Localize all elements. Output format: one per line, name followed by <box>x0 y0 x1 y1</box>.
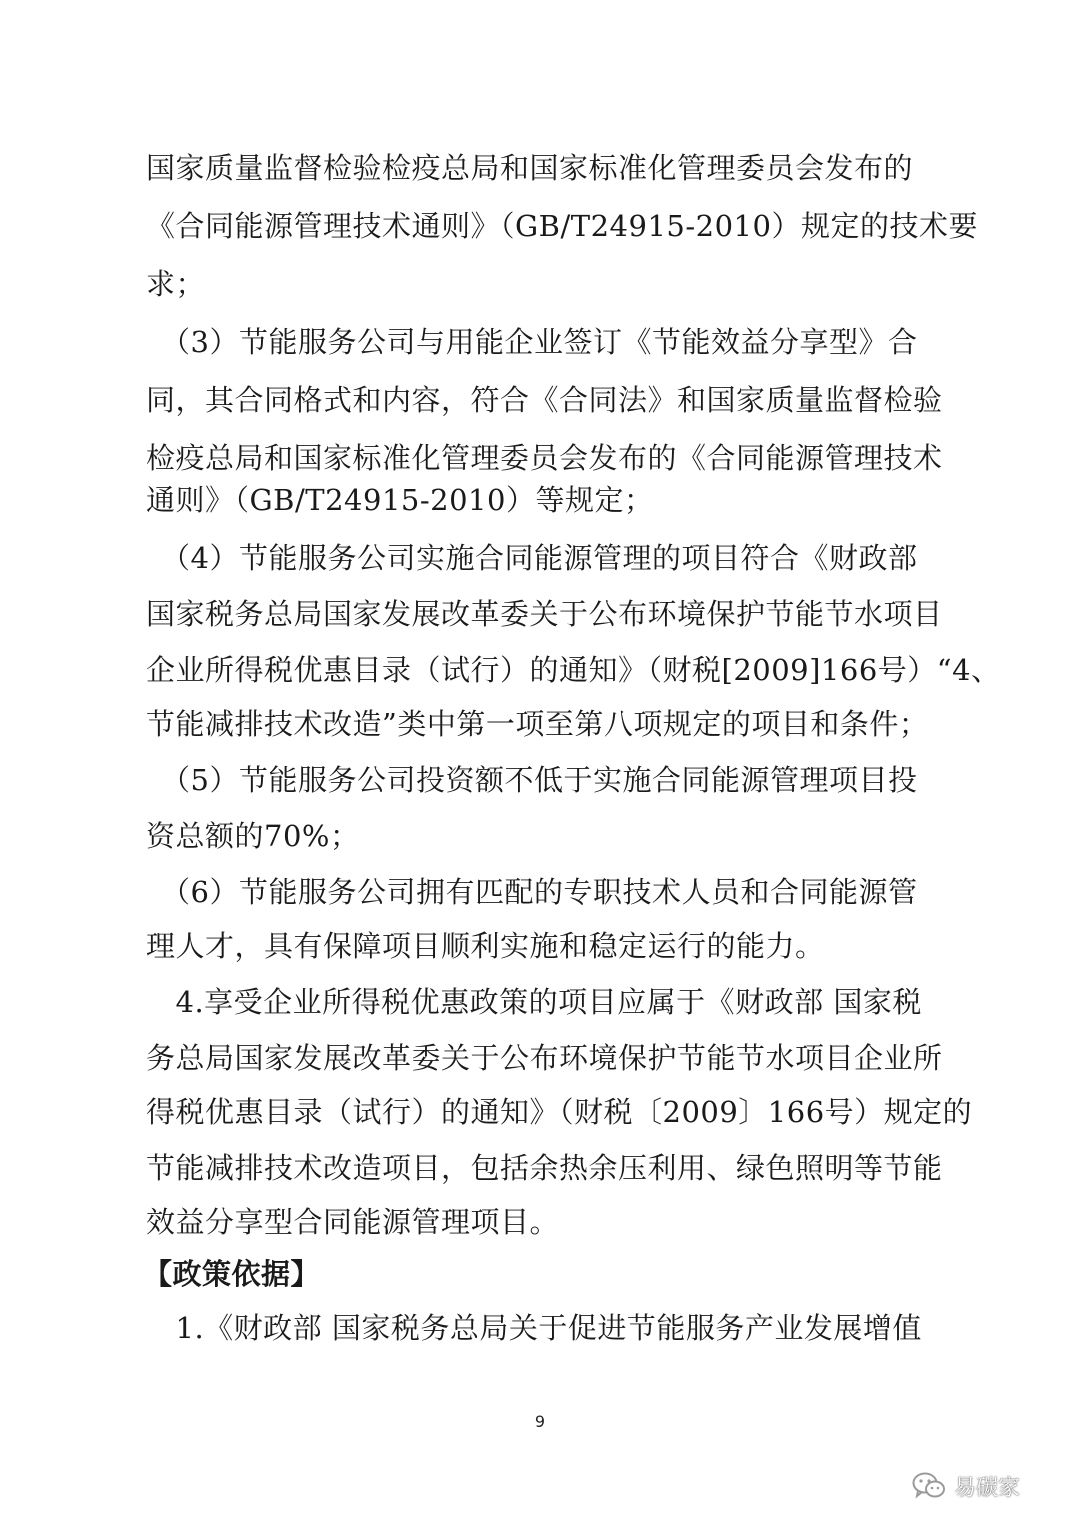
text-line: 得税优惠目录（试行）的通知》（财税〔2009〕166号）规定的 <box>146 1095 973 1129</box>
page-number: 9 <box>534 1412 546 1431</box>
text-line: 资总额的70%； <box>146 819 360 853</box>
text-line: 4.享受企业所得税优惠政策的项目应属于《财政部 国家税 <box>146 985 922 1019</box>
text-line: 《合同能源管理技术通则》（GB/T24915-2010）规定的技术要 <box>146 209 978 243</box>
text-line: 节能减排技术改造”类中第一项至第八项规定的项目和条件； <box>146 707 929 741</box>
watermark-text: 易碳家 <box>954 1475 1021 1501</box>
text-line: 效益分享型合同能源管理项目。 <box>146 1205 560 1239</box>
text-line: 检疫总局和国家标准化管理委员会发布的《合同能源管理技术 <box>146 441 943 475</box>
text-line: 同，其合同格式和内容，符合《合同法》和国家质量监督检验 <box>146 383 943 417</box>
text-line: （6）节能服务公司拥有匹配的专职技术人员和合同能源管 <box>146 875 918 909</box>
text-line: 务总局国家发展改革委关于公布环境保护节能节水项目企业所 <box>146 1041 943 1075</box>
text-line: （3）节能服务公司与用能企业签订《节能效益分享型》合 <box>146 325 918 359</box>
text-line: 企业所得税优惠目录（试行）的通知》（财税[2009]166号）“4、 <box>146 653 1001 687</box>
text-line: 通则》（GB/T24915-2010）等规定； <box>146 483 654 517</box>
text-line: 求； <box>146 267 206 301</box>
section-heading: 【政策依据】 <box>143 1257 321 1291</box>
text-line: 国家税务总局国家发展改革委关于公布环境保护节能节水项目 <box>146 597 943 631</box>
text-line: 国家质量监督检验检疫总局和国家标准化管理委员会发布的 <box>146 151 914 185</box>
text-line: 1.《财政部 国家税务总局关于促进节能服务产业发展增值 <box>146 1311 922 1345</box>
text-line: 理人才，具有保障项目顺利实施和稳定运行的能力。 <box>146 929 825 963</box>
wechat-icon <box>912 1472 946 1500</box>
watermark <box>912 1466 1020 1506</box>
text-line: （4）节能服务公司实施合同能源管理的项目符合《财政部 <box>146 541 918 575</box>
text-line: 节能减排技术改造项目，包括余热余压利用、绿色照明等节能 <box>146 1151 943 1185</box>
text-line: （5）节能服务公司投资额不低于实施合同能源管理项目投 <box>146 763 918 797</box>
